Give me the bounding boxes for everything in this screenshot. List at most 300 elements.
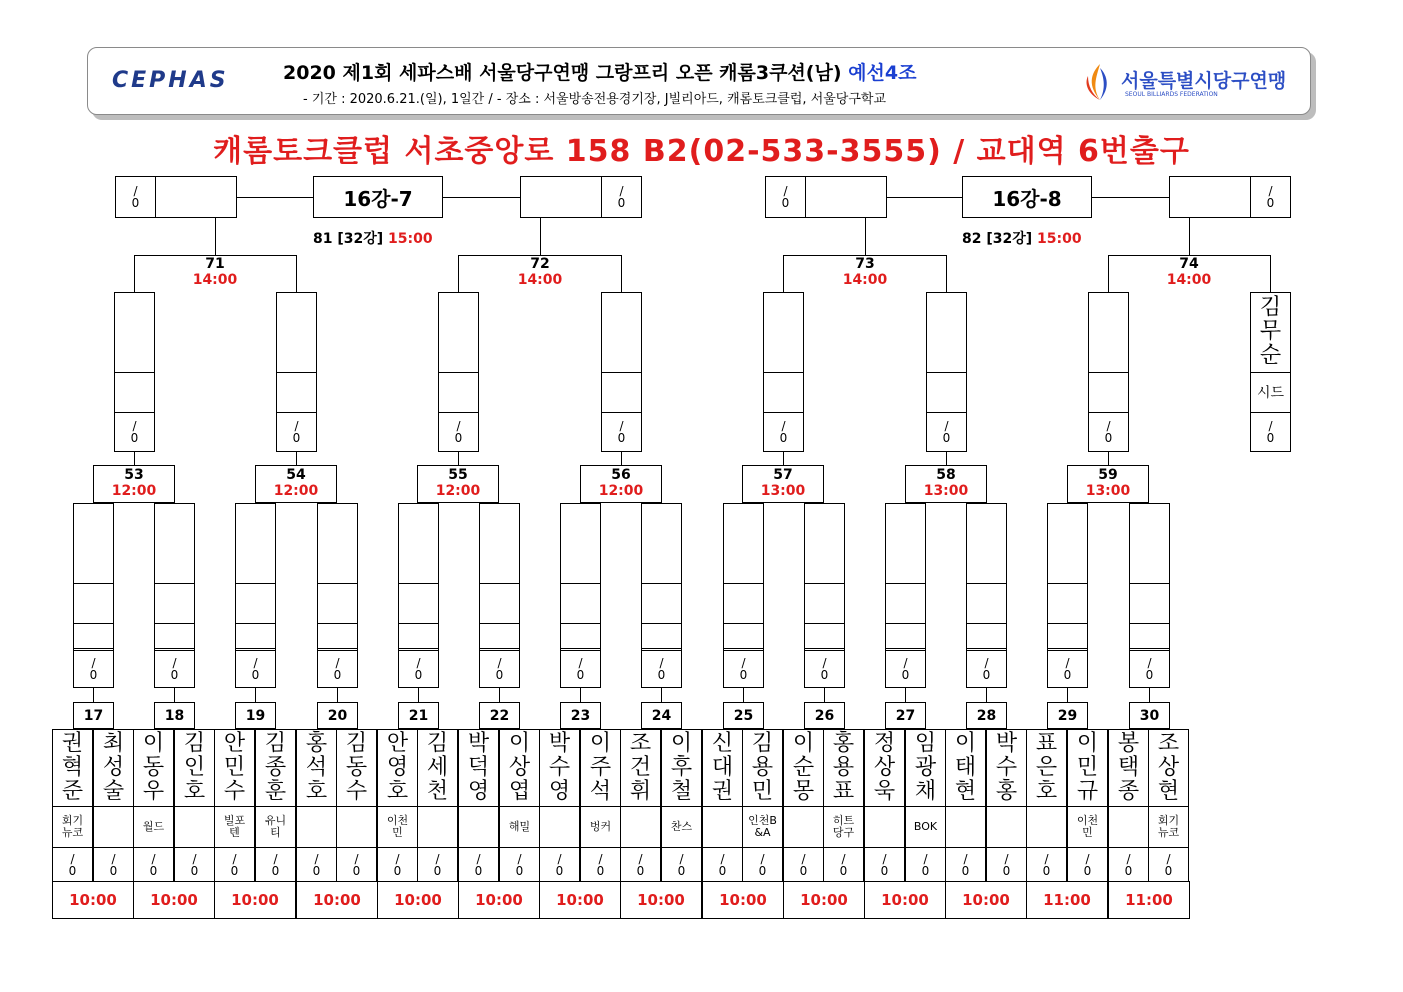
club-text: 빌포텐 xyxy=(223,814,246,839)
r64-match-label xyxy=(742,465,824,503)
bracket-line xyxy=(458,452,459,466)
column-score-cell xyxy=(966,650,1007,688)
player-name-cell xyxy=(823,729,864,807)
match-number: 55 xyxy=(448,467,468,483)
score-placeholder: / 0 xyxy=(1083,851,1092,878)
name-text: 김 종 훈 xyxy=(264,731,287,804)
match-number: 28 xyxy=(966,702,1007,729)
player-score-cell xyxy=(702,847,743,882)
player-club-cell xyxy=(783,806,824,848)
bracket-line xyxy=(783,255,784,293)
group-label: 예선4조 xyxy=(848,62,917,84)
player-club-cell xyxy=(52,806,93,848)
name-text: 신 대 권 xyxy=(711,731,734,804)
score-placeholder: / 0 xyxy=(89,656,98,682)
cell-divider xyxy=(276,372,317,373)
match-number: 25 xyxy=(723,702,764,729)
player-score-cell xyxy=(296,847,337,882)
player-score-cell xyxy=(336,847,377,882)
r64-match-label xyxy=(93,465,175,503)
score-placeholder: / 0 xyxy=(758,851,767,878)
player-club-cell xyxy=(336,806,377,848)
bracket-line xyxy=(1108,255,1109,293)
name-text: 안 민 수 xyxy=(223,731,246,804)
player-score-cell xyxy=(661,847,702,882)
r16-info xyxy=(313,228,513,248)
column-score-cell xyxy=(1129,650,1170,688)
cell-divider xyxy=(1047,623,1088,624)
club-text: 벙커 xyxy=(589,820,612,833)
r16-match-label: 16강-7 xyxy=(313,176,443,218)
bracket-line xyxy=(905,503,906,504)
player-name-cell xyxy=(783,729,824,807)
bracket-line xyxy=(418,688,419,703)
column-score-cell xyxy=(1250,412,1291,452)
r64-match-label xyxy=(905,465,987,503)
title-text: 2020 제1회 세파스배 서울당구연맹 그랑프리 오픈 캐롬3쿠션(남) xyxy=(283,62,842,84)
bracket-line xyxy=(865,218,866,256)
score-placeholder: / 0 xyxy=(170,656,179,682)
bracket-line xyxy=(661,688,662,703)
player-club-cell xyxy=(864,806,905,848)
cell-divider xyxy=(804,583,845,584)
name-text: 김 동 수 xyxy=(345,731,368,804)
bracket-line xyxy=(946,452,947,466)
cell-divider xyxy=(73,583,114,584)
federation-logo-subtext: SEOUL BILLIARDS FEDERATION xyxy=(1125,91,1218,98)
player-club-cell xyxy=(133,806,174,848)
score-placeholder: / 0 xyxy=(739,656,748,682)
cell-divider xyxy=(235,648,276,649)
player-club-cell xyxy=(1067,806,1108,848)
player-club-cell xyxy=(905,806,946,848)
name-text: 이 동 우 xyxy=(142,731,165,804)
player-score-cell xyxy=(823,847,864,882)
name-text: 안 영 호 xyxy=(386,731,409,804)
score-placeholder: / 0 xyxy=(779,419,788,445)
round-label: [32강] xyxy=(337,231,384,247)
club-text: 인천B&A xyxy=(748,814,777,839)
match-time-cell: 10:00 xyxy=(539,881,621,919)
name-text: 홍 석 호 xyxy=(305,731,328,804)
bracket-line xyxy=(134,452,135,466)
name-text: 권 혁 준 xyxy=(61,731,84,804)
cell-divider xyxy=(1047,583,1088,584)
cell-divider xyxy=(1129,648,1170,649)
match-number: 73 xyxy=(855,256,875,272)
cell-divider xyxy=(438,372,479,373)
player-score-cell xyxy=(1026,847,1067,882)
bracket-line xyxy=(93,503,94,504)
name-text: 이 민 규 xyxy=(1076,731,1099,804)
player-score-cell xyxy=(174,847,215,882)
name-text: 이 상 엽 xyxy=(508,731,531,804)
column-score-cell xyxy=(1088,412,1129,452)
player-score-cell xyxy=(214,847,255,882)
score-placeholder: / 0 xyxy=(454,419,463,445)
score-placeholder: / 0 xyxy=(921,851,930,878)
match-time-cell: 10:00 xyxy=(783,881,865,919)
r16-score-left xyxy=(765,176,806,218)
score-placeholder: / 0 xyxy=(617,419,626,445)
seed-tag: 시드 xyxy=(1256,385,1285,401)
bracket-line xyxy=(824,688,825,703)
match-number: 21 xyxy=(398,702,439,729)
match-time-cell: 10:00 xyxy=(296,881,378,919)
score-placeholder: / 0 xyxy=(636,851,645,878)
player-club-cell xyxy=(661,806,702,848)
score-placeholder: / 0 xyxy=(1145,656,1154,682)
bracket-line xyxy=(621,255,622,293)
cell-divider xyxy=(235,583,276,584)
name-text: 임 광 채 xyxy=(914,731,937,804)
name-text: 조 건 휘 xyxy=(629,731,652,804)
r16-score-left xyxy=(115,176,156,218)
name-text: 이 주 석 xyxy=(589,731,612,804)
cell-divider xyxy=(479,648,520,649)
cell-divider xyxy=(317,583,358,584)
venue-banner: 캐롬토크클럽 서초중앙로 158 B2(02-533-3555) / 교대역 6번출구 xyxy=(213,134,1190,169)
match-number: 29 xyxy=(1047,702,1088,729)
r16-info xyxy=(962,228,1162,248)
cell-divider xyxy=(723,623,764,624)
score-placeholder: / 0 xyxy=(1266,419,1275,445)
r64-match-label xyxy=(255,465,337,503)
bracket-line xyxy=(296,452,297,466)
match-number: 71 xyxy=(205,256,225,272)
cell-divider xyxy=(317,648,358,649)
cell-divider xyxy=(154,648,195,649)
match-time-cell: 10:00 xyxy=(945,881,1027,919)
club-text: 이천민 xyxy=(386,814,409,839)
match-number: 20 xyxy=(317,702,358,729)
column-score-cell xyxy=(114,412,155,452)
player-club-cell xyxy=(296,806,337,848)
cephas-logo: CEPHAS xyxy=(112,68,229,93)
player-name-cell xyxy=(255,729,296,807)
bracket-line xyxy=(1067,688,1068,703)
cell-divider xyxy=(723,583,764,584)
match-time: 13:00 xyxy=(923,483,969,499)
score-placeholder: / 0 xyxy=(131,184,140,210)
bracket-line xyxy=(215,218,216,256)
bracket-line xyxy=(255,688,256,703)
name-text: 정 상 욱 xyxy=(873,731,896,804)
column-score-cell xyxy=(73,650,114,688)
score-placeholder: / 0 xyxy=(982,656,991,682)
bracket-line xyxy=(986,688,987,703)
match-time-cell: 11:00 xyxy=(1108,881,1190,919)
name-text: 김 용 민 xyxy=(751,731,774,804)
score-placeholder: / 0 xyxy=(352,851,361,878)
cell-divider xyxy=(966,623,1007,624)
player-score-cell xyxy=(905,847,946,882)
match-time: 14:00 xyxy=(192,272,238,288)
player-club-cell xyxy=(417,806,458,848)
bracket-line xyxy=(337,688,338,703)
player-score-cell xyxy=(377,847,418,882)
match-time: 14:00 xyxy=(842,272,888,288)
column-score-cell xyxy=(276,412,317,452)
match-time-cell: 10:00 xyxy=(52,881,134,919)
column-score-cell xyxy=(438,412,479,452)
score-placeholder: / 0 xyxy=(414,656,423,682)
name-text: 조 상 현 xyxy=(1157,731,1180,804)
cell-divider xyxy=(1129,583,1170,584)
score-placeholder: / 0 xyxy=(433,851,442,878)
score-placeholder: / 0 xyxy=(1124,851,1133,878)
match-time-cell: 10:00 xyxy=(377,881,459,919)
column-score-cell xyxy=(398,650,439,688)
player-club-cell xyxy=(742,806,783,848)
player-name-cell xyxy=(580,729,621,807)
cell-divider xyxy=(154,623,195,624)
bracket-line xyxy=(1149,688,1150,703)
federation-logo-text: 서울특별시당구연맹 xyxy=(1121,70,1287,92)
cell-divider xyxy=(804,648,845,649)
score-placeholder: / 0 xyxy=(495,656,504,682)
score-placeholder: / 0 xyxy=(576,656,585,682)
score-placeholder: / 0 xyxy=(781,184,790,210)
schedule-subline: - 기간 : 2020.6.21.(일), 1일간 / - 장소 : 서울방송전용경기장, J빌리아드, 캐롬토크클럽, 서울당구학교 xyxy=(303,92,887,107)
cell-divider xyxy=(479,623,520,624)
match-time-cell: 10:00 xyxy=(702,881,784,919)
score-placeholder: / 0 xyxy=(1266,184,1275,210)
player-club-cell xyxy=(539,806,580,848)
player-club-cell xyxy=(93,806,134,848)
column-score-cell xyxy=(1047,650,1088,688)
cell-divider xyxy=(398,648,439,649)
match-time: 15:00 xyxy=(1037,231,1082,247)
player-score-cell xyxy=(986,847,1027,882)
column-score-cell xyxy=(560,650,601,688)
bracket-line xyxy=(946,255,947,293)
cell-divider xyxy=(479,583,520,584)
column-score-cell xyxy=(926,412,967,452)
score-placeholder: / 0 xyxy=(1104,419,1113,445)
r16-score-right xyxy=(1250,176,1291,218)
column-score-cell xyxy=(601,412,642,452)
player-club-cell xyxy=(1108,806,1149,848)
match-number: 54 xyxy=(286,467,306,483)
bracket-line xyxy=(580,688,581,703)
match-number: 56 xyxy=(611,467,631,483)
match-number: 53 xyxy=(124,467,144,483)
cell-divider xyxy=(114,372,155,373)
player-score-cell xyxy=(133,847,174,882)
player-name-cell xyxy=(417,729,458,807)
match-time-cell: 10:00 xyxy=(133,881,215,919)
player-club-cell xyxy=(214,806,255,848)
player-name-cell xyxy=(336,729,377,807)
score-placeholder: / 0 xyxy=(393,851,402,878)
player-score-cell xyxy=(417,847,458,882)
player-score-cell xyxy=(539,847,580,882)
cell-divider xyxy=(641,623,682,624)
bracket-line xyxy=(174,688,175,703)
cell-divider xyxy=(1129,623,1170,624)
player-club-cell xyxy=(499,806,540,848)
match-time-cell: 10:00 xyxy=(620,881,702,919)
bracket-line xyxy=(255,503,256,504)
player-club-cell xyxy=(458,806,499,848)
club-text: BOK xyxy=(913,820,938,833)
bracket-line xyxy=(621,452,622,466)
match-number: 26 xyxy=(804,702,845,729)
score-placeholder: / 0 xyxy=(149,851,158,878)
match-number: 57 xyxy=(773,467,793,483)
player-club-cell xyxy=(580,806,621,848)
bracket-line xyxy=(1189,218,1190,256)
cell-divider xyxy=(235,623,276,624)
name-text: 박 수 홍 xyxy=(995,731,1018,804)
match-time: 13:00 xyxy=(760,483,806,499)
club-text: 히트당구 xyxy=(832,814,855,839)
cell-divider xyxy=(398,623,439,624)
player-name-cell xyxy=(1067,729,1108,807)
column-score-cell xyxy=(235,650,276,688)
score-placeholder: / 0 xyxy=(474,851,483,878)
score-placeholder: / 0 xyxy=(677,851,686,878)
bracket-line xyxy=(743,688,744,703)
player-score-cell xyxy=(620,847,661,882)
bracket-line xyxy=(783,452,784,466)
score-placeholder: / 0 xyxy=(109,851,118,878)
bracket-line xyxy=(499,688,500,703)
bracket-line xyxy=(905,688,906,703)
column-score-cell xyxy=(479,650,520,688)
r16-match-label: 16강-8 xyxy=(962,176,1092,218)
bracket-line xyxy=(743,503,744,504)
column-score-cell xyxy=(154,650,195,688)
name-text: 표 은 호 xyxy=(1035,731,1058,804)
cell-divider xyxy=(926,372,967,373)
name-text: 홍 용 표 xyxy=(832,731,855,804)
bracket-line xyxy=(134,255,135,293)
score-placeholder: / 0 xyxy=(657,656,666,682)
match-number: 82 xyxy=(962,231,982,247)
name-text: 이 후 철 xyxy=(670,731,693,804)
player-name-cell xyxy=(905,729,946,807)
player-name-cell xyxy=(702,729,743,807)
cell-divider xyxy=(601,372,642,373)
match-time: 14:00 xyxy=(517,272,563,288)
match-number: 72 xyxy=(530,256,550,272)
player-name-cell xyxy=(296,729,337,807)
cell-divider xyxy=(723,648,764,649)
player-club-cell xyxy=(1026,806,1067,848)
seed-name: 김 무 순 xyxy=(1259,295,1282,368)
player-name-cell xyxy=(620,729,661,807)
cell-divider xyxy=(966,583,1007,584)
player-name-cell xyxy=(52,729,93,807)
score-placeholder: / 0 xyxy=(68,851,77,878)
player-score-cell xyxy=(1067,847,1108,882)
bracket-line xyxy=(580,503,581,504)
match-number: 24 xyxy=(641,702,682,729)
player-club-cell xyxy=(823,806,864,848)
player-score-cell xyxy=(580,847,621,882)
score-placeholder: / 0 xyxy=(515,851,524,878)
bracket-line xyxy=(458,255,459,293)
column-score-cell xyxy=(804,650,845,688)
cell-divider xyxy=(560,583,601,584)
bracket-line xyxy=(296,255,297,293)
column-score-cell xyxy=(723,650,764,688)
match-time: 15:00 xyxy=(388,231,433,247)
player-club-cell xyxy=(255,806,296,848)
score-placeholder: / 0 xyxy=(1063,656,1072,682)
match-number: 23 xyxy=(560,702,601,729)
player-club-cell xyxy=(174,806,215,848)
player-score-cell xyxy=(458,847,499,882)
match-time: 14:00 xyxy=(1166,272,1212,288)
match-number: 30 xyxy=(1129,702,1170,729)
cell-divider xyxy=(885,623,926,624)
player-name-cell xyxy=(661,729,702,807)
player-name-cell xyxy=(742,729,783,807)
name-text: 김 인 호 xyxy=(183,731,206,804)
player-name-cell xyxy=(458,729,499,807)
player-score-cell xyxy=(864,847,905,882)
match-time-cell: 10:00 xyxy=(458,881,540,919)
score-placeholder: / 0 xyxy=(333,656,342,682)
cell-divider xyxy=(1088,372,1129,373)
club-text: 찬스 xyxy=(670,820,693,833)
player-name-cell xyxy=(133,729,174,807)
match-number: 59 xyxy=(1098,467,1118,483)
player-name-cell xyxy=(986,729,1027,807)
player-score-cell xyxy=(52,847,93,882)
cell-divider xyxy=(560,623,601,624)
player-name-cell xyxy=(539,729,580,807)
match-number: 19 xyxy=(235,702,276,729)
match-time-cell: 10:00 xyxy=(214,881,296,919)
score-placeholder: / 0 xyxy=(130,419,139,445)
column-score-cell xyxy=(763,412,804,452)
club-text: 회기뉴코 xyxy=(61,814,84,839)
player-club-cell xyxy=(945,806,986,848)
player-name-cell xyxy=(864,729,905,807)
player-club-cell xyxy=(620,806,661,848)
club-text: 회기뉴코 xyxy=(1157,814,1180,839)
r64-match-label xyxy=(417,465,499,503)
player-score-cell xyxy=(499,847,540,882)
name-text: 최 성 술 xyxy=(102,731,125,804)
club-text: 유니티 xyxy=(264,814,287,839)
match-time: 13:00 xyxy=(1085,483,1131,499)
score-placeholder: / 0 xyxy=(1002,851,1011,878)
column-score-cell xyxy=(641,650,682,688)
score-placeholder: / 0 xyxy=(617,184,626,210)
score-placeholder: / 0 xyxy=(799,851,808,878)
match-time: 12:00 xyxy=(435,483,481,499)
player-name-cell xyxy=(93,729,134,807)
match-number: 27 xyxy=(885,702,926,729)
cell-divider xyxy=(804,623,845,624)
score-placeholder: / 0 xyxy=(942,419,951,445)
match-number: 81 xyxy=(313,231,333,247)
score-placeholder: / 0 xyxy=(555,851,564,878)
match-number: 74 xyxy=(1179,256,1199,272)
cell-divider xyxy=(885,583,926,584)
name-text: 이 순 몽 xyxy=(792,731,815,804)
match-number: 58 xyxy=(936,467,956,483)
r64-match-label xyxy=(580,465,662,503)
name-text: 박 덕 영 xyxy=(467,731,490,804)
match-time-cell: 11:00 xyxy=(1026,881,1108,919)
cell-divider xyxy=(641,648,682,649)
